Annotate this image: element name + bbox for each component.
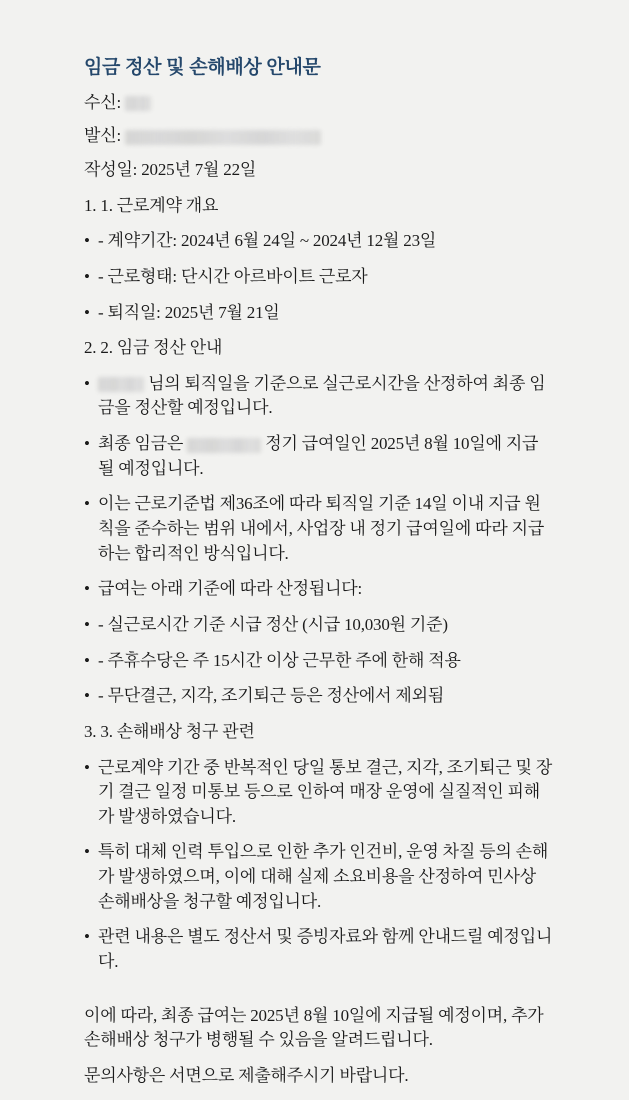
list-item-text: 특히 대체 인력 투입으로 인한 추가 인건비, 운영 차질 등의 손해가 발생하였으며, 이에 대해 실제 소요비용을 산정하여 민사상 손해배상을 청구할 예정입니다. — [98, 842, 549, 911]
sender-line — [84, 124, 554, 149]
list-item-text: 근로계약 기간 중 반복적인 당일 통보 결근, 지각, 조기퇴근 및 장기 결근 일정 미통보 등으로 인하여 매장 운영에 실질적인 피해가 발생하였습니다. — [98, 757, 553, 826]
sender-label: 발신: — [84, 126, 121, 146]
list-item-text: - 실근로시간 기준 시급 정산 (시급 10,030원 기준) — [98, 614, 448, 634]
list-item-text: - 주휴수당은 주 15시간 이상 근무한 주에 한해 적용 — [98, 650, 461, 670]
list-item-text: - 근로형태: 단시간 아르바이트 근로자 — [98, 266, 368, 286]
section-divider-space — [84, 986, 554, 1002]
closing-paragraph-2: 문의사항은 서면으로 제출해주시기 바랍니다. — [84, 1065, 409, 1085]
recipient-label: 수신: — [84, 92, 121, 112]
list-item-text: 관련 내용은 별도 정산서 및 증빙자료와 함께 안내드릴 예정입니다. — [98, 927, 553, 971]
date-line: 작성일: 2025년 7월 22일 — [84, 159, 257, 179]
bullet-icon: • — [84, 842, 90, 862]
list-item — [84, 301, 554, 326]
closing-paragraph-1: 이에 따라, 최종 급여는 2025년 8월 10일에 지급될 예정이며, 추가 손해배상 청구가 병행될 수 있음을 알려드립니다. — [84, 1005, 544, 1050]
document-body — [84, 56, 554, 1100]
redacted-store-name — [187, 438, 261, 453]
list-item — [84, 265, 554, 290]
bullet-icon: • — [84, 434, 90, 454]
list-item — [84, 756, 554, 830]
list-item-text: 급여는 아래 기준에 따라 산정됩니다: — [98, 579, 363, 599]
list-item-text: 이는 근로기준법 제36조에 따라 퇴직일 기준 14일 이내 지급 원칙을 준수하는 범위 내에서, 사업장 내 정기 급여일에 따라 지급하는 합리적인 방식입니다. — [98, 494, 545, 563]
list-item — [84, 229, 554, 254]
list-item — [84, 684, 554, 709]
list-item — [84, 577, 554, 602]
list-item — [84, 925, 554, 974]
list-item — [84, 840, 554, 914]
redacted-recipient-name — [125, 96, 151, 111]
list-item — [84, 432, 554, 481]
bullet-icon: • — [84, 579, 90, 599]
section-1-heading: 1. 1. 근로계약 개요 — [84, 195, 219, 215]
list-item-text: - 무단결근, 지각, 조기퇴근 등은 정산에서 제외됨 — [98, 686, 445, 706]
bullet-icon: • — [84, 302, 90, 322]
redacted-employee-name — [98, 377, 144, 392]
list-item-text — [98, 372, 554, 421]
bullet-icon: • — [84, 266, 90, 286]
bullet-icon: • — [84, 494, 90, 514]
closing-block — [84, 1004, 554, 1089]
section-3-heading: 3. 3. 손해배상 청구 관련 — [84, 721, 255, 741]
list-item — [84, 649, 554, 674]
list-item-text: - 퇴직일: 2025년 7월 21일 — [98, 302, 280, 322]
list-item-text: - 계약기간: 2024년 6월 24일 ~ 2024년 12월 23일 — [98, 231, 437, 251]
list-item — [84, 613, 554, 638]
section-2-heading: 2. 2. 임금 정산 안내 — [84, 338, 223, 358]
bullet-icon: • — [84, 231, 90, 251]
list-item-body: 님의 퇴직일을 기준으로 실근로시간을 산정하여 최종 임금을 정산할 예정입니다. — [98, 373, 546, 418]
bullet-icon: • — [84, 650, 90, 670]
bullet-icon: • — [84, 614, 90, 634]
recipient-line — [84, 91, 554, 116]
page-title: 임금 정산 및 손해배상 안내문 — [84, 57, 321, 78]
bullet-icon: • — [84, 686, 90, 706]
bullet-icon: • — [84, 927, 90, 947]
bullet-icon: • — [84, 373, 90, 393]
redacted-sender-name — [125, 130, 321, 145]
bullet-icon: • — [84, 757, 90, 777]
list-item — [84, 492, 554, 566]
list-item-text: 최종 임금은 정기 급여일인 2025년 8월 10일에 지급될 예정입니다. — [98, 434, 539, 478]
list-item — [84, 372, 554, 421]
